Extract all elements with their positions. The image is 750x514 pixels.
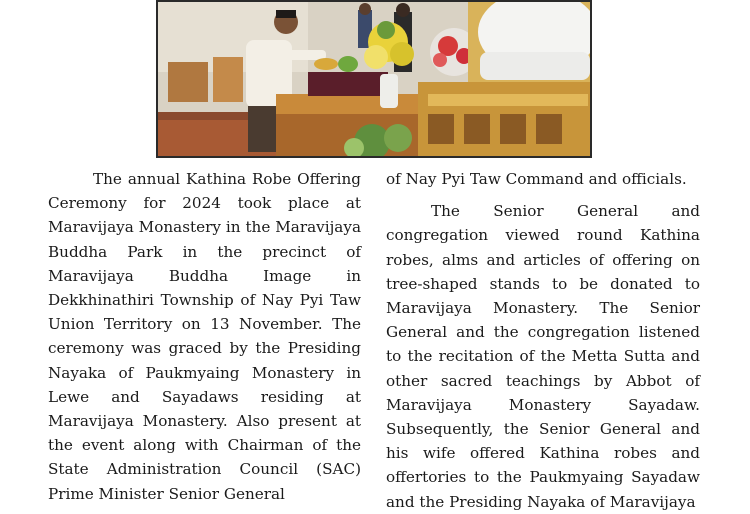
article-continuation-line: of Nay Pyi Taw Command and officials.: [386, 170, 687, 188]
left-text-column: [48, 167, 361, 506]
right-text-column: [386, 167, 700, 514]
ceremony-photo: [156, 0, 592, 158]
article-paragraph-2: The Senior General and congregation viewed round Kathina robes, alms and articles of offering on tree-shaped stands to be donated to Maravijaya Monastery. The Senior General and the congregation listened to the recitation of the Metta Sutta and other sacred teachings by Abbot of Maravijaya Monastery Sayadaw. Subsequently, the Senior General and his wife offered Kathina robes and offertories to the Paukmyaing Sayadaw and the Presiding Nayaka of Maravijaya: [386, 202, 700, 511]
ceremony-photo-illustration: [158, 2, 590, 156]
article-paragraph-1: The annual Kathina Robe Offering Ceremony for 2024 took place at Maravijaya Monastery in the Maravijaya Buddha Park in the precinct of Maravijaya Buddha Image in Dekkhinathiri Township of Nay Pyi Taw Union Territory on 13 November. The ceremony was graced by the Presiding Nayaka of Paukmyaing Monastery in Lewe and Sayadaws residing at Maravijaya Monastery. Also present at the event along with Chairman of the State Administration Council (SAC) Prime Minister Senior General: [48, 170, 361, 503]
